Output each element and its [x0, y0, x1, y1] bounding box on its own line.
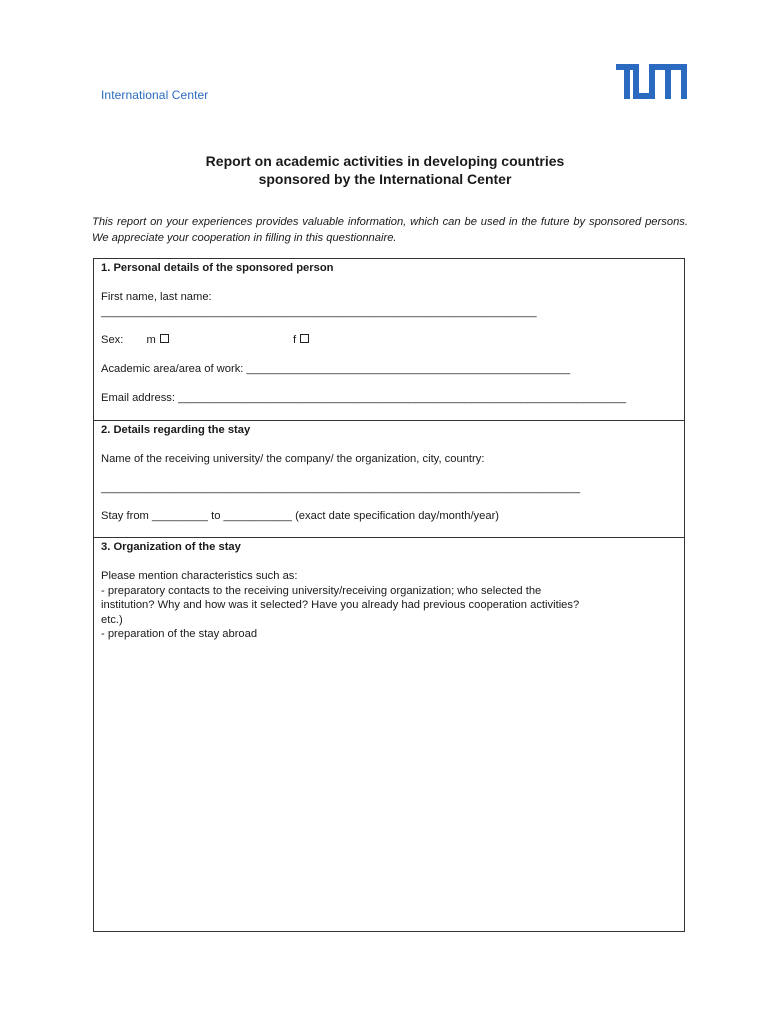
section-stay-details — [94, 421, 684, 538]
receiving-field[interactable]: _____________________________________________________________________________ — [101, 482, 581, 494]
title-line-2: sponsored by the International Center — [258, 171, 512, 187]
sex-f-checkbox[interactable] — [300, 334, 309, 343]
sex-m-checkbox[interactable] — [160, 334, 169, 343]
instruction-line: institution? Why and how was it selected? Have you already had previous cooperation activities? — [101, 599, 580, 611]
sex-f-label: f — [293, 334, 297, 346]
academic-area-field[interactable]: Academic area/area of work: ____________________________________________________ — [101, 363, 571, 375]
instruction-line: - preparation of the stay abroad — [101, 628, 258, 640]
sex-label: Sex: — [101, 334, 124, 346]
section-heading: 2. Details regarding the stay — [101, 424, 251, 436]
instruction-line: etc.) — [101, 613, 123, 626]
email-field[interactable]: Email address: ________________________________________________________________________ — [101, 392, 627, 404]
instruction-line: Please mention characteristics such as: — [101, 570, 298, 582]
sex-m-label: m — [146, 334, 156, 346]
questionnaire-form — [93, 258, 685, 932]
title-line-1: Report on academic activities in developing countries — [205, 153, 565, 169]
name-field[interactable]: ______________________________________________________________________ — [101, 306, 537, 318]
document-title — [0, 152, 770, 188]
name-label: First name, last name: — [101, 291, 212, 303]
org-label: International Center — [101, 88, 209, 102]
sex-row — [101, 334, 401, 346]
section-organization — [94, 538, 684, 931]
section-heading: 3. Organization of the stay — [101, 541, 241, 553]
stay-dates-field[interactable]: Stay from _________ to ___________ (exact date specification day/month/year) — [101, 510, 500, 522]
section-heading: 1. Personal details of the sponsored person — [101, 262, 334, 274]
organization-instructions — [101, 569, 664, 642]
section-personal-details — [94, 259, 684, 421]
tum-logo — [616, 64, 687, 99]
instruction-line: - preparatory contacts to the receiving university/receiving organization; who selected the — [101, 584, 542, 597]
receiving-label: Name of the receiving university/ the company/ the organization, city, country: — [101, 453, 485, 465]
organization-answer-area[interactable] — [94, 648, 684, 931]
intro-text: This report on your experiences provides valuable information, which can be used in the future by sponsored persons. We appreciate your cooperation in filling in this questionnaire. — [92, 216, 688, 244]
